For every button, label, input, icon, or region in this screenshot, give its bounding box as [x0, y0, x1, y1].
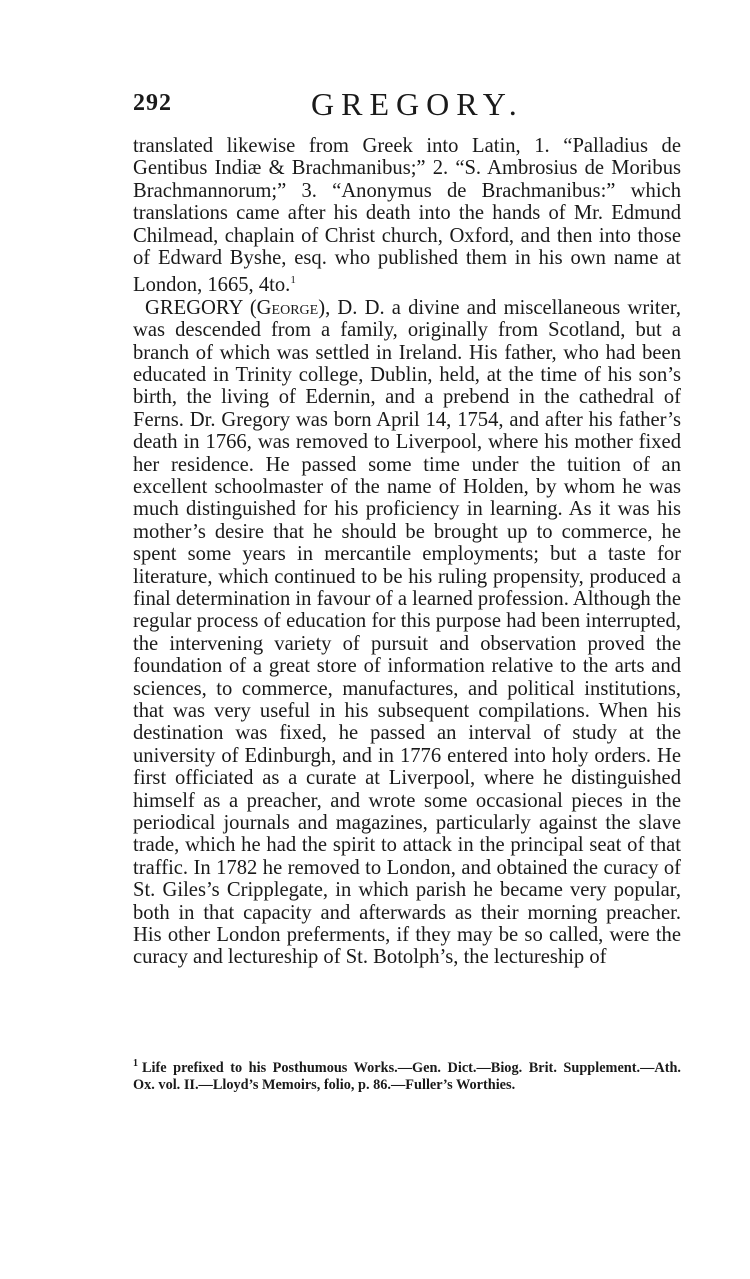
entry-forename: (George) — [249, 296, 326, 319]
footnote-mark: 1 — [133, 1058, 138, 1070]
page-number: 292 — [133, 90, 172, 116]
paragraph-text: translated likewise from Greek into Latin, 1. “Palladius de Gentibus Indiæ & Brachmanibus;” 2. “S. Ambrosius de Moribus Brachmannorum;” 3. “Anonymus de Brachmanibus:” which translations came after his death into the hands of Mr. Edmund Chilmead, chaplain of Christ church, Oxford, and then into those of Edward Byshe, esq. who published them in his own name at London, 1665, 4to. — [133, 135, 681, 297]
main-text — [133, 135, 681, 969]
entry-surname: GREGORY — [145, 296, 243, 319]
footnote-text: Life prefixed to his Posthumous Works.—Gen. Dict.—Biog. Brit. Supplement.—Ath. Ox. vol. II.—Lloyd’s Memoirs, folio, p. 86.—Fuller’s Worthies. — [133, 1060, 681, 1093]
biography-entry — [133, 297, 681, 969]
entry-text: , D. D. a divine and miscellaneous writer, was descended from a family, originally from Scotland, but a branch of which was settled in Ireland. His father, who had been educated in Trinity college, Dublin, held, at the time of his son’s birth, the living of Edernin, and a prebend in the cathedral of Ferns. Dr. Gregory was born April 14, 1754, and after his father’s death in 1766, was removed to Liverpool, where his mother fixed her residence. He passed some time under the tuition of an excellent schoolmaster of the name of Holden, by whom he was much distinguished for his proficiency in learning. As it was his mother’s desire that he should be brought up to commerce, he spent some years in mercantile employments; but a taste for literature, which continued to be his ruling propensity, produced a final determination in favour of a learned profession. Although the regular process of education for this purpose had been interrupted, the intervening variety of pursuit and observation proved the foundation of a great store of information relative to the arts and sciences, to commerce, manufactures, and political institutions, that was very useful in his subsequent compilations. When his destination was fixed, he passed an interval of study at the university of Edinburgh, and in 1776 entered into holy orders. He first officiated as a curate at Liverpool, where he distinguished himself as a preacher, and wrote some occasional pieces in the periodical journals and magazines, particularly against the slave trade, which he had the spirit to attack in the principal seat of that traffic. In 1782 he removed to London, and obtained the curacy of St. Giles’s Cripplegate, in which parish he became very popular, both in that capacity and afterwards as their morning preacher. His other London preferments, if they may be so called, were the curacy and lectureship of St. Botolph’s, the lectureship of — [133, 296, 681, 969]
footnote-reference: 1 — [290, 274, 296, 287]
running-head: GREGORY. — [311, 86, 524, 122]
footnote — [133, 1060, 681, 1094]
paragraph-continuation — [133, 135, 681, 297]
page-header — [133, 88, 681, 128]
